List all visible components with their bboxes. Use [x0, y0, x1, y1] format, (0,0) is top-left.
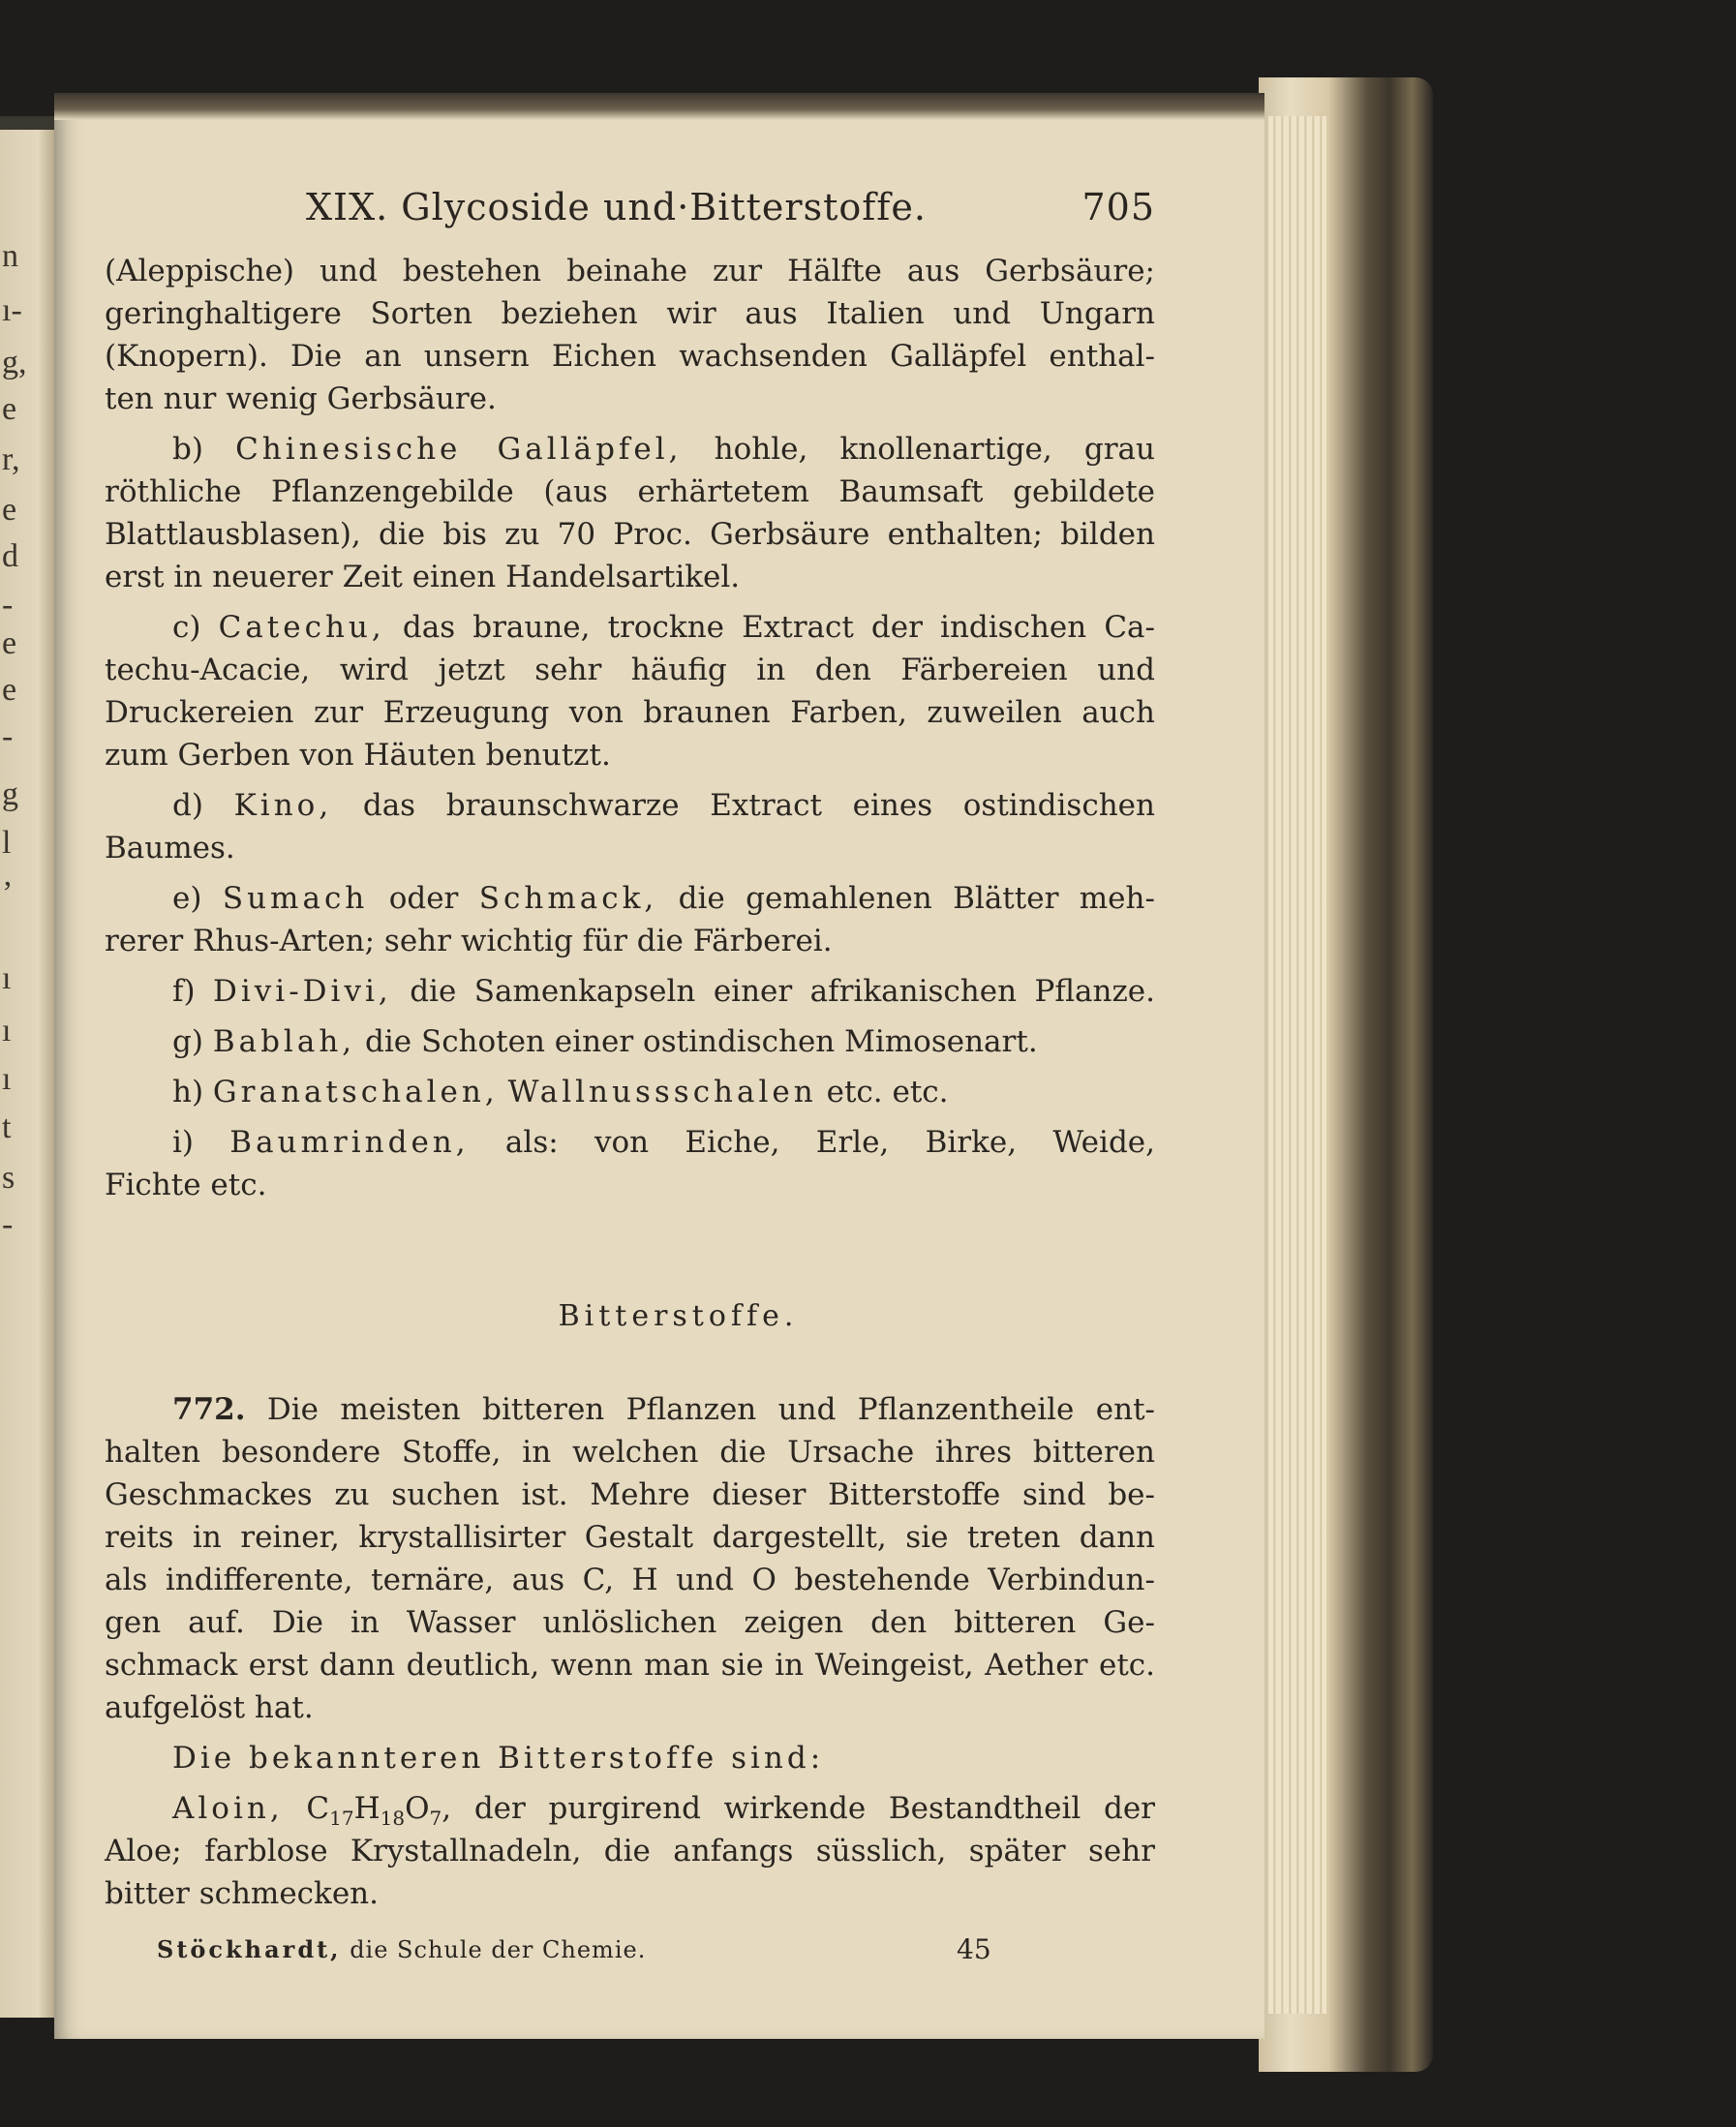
item-f	[105, 970, 1155, 1013]
margin-glyph: g	[2, 776, 18, 812]
item-term: Aloin,	[172, 1791, 284, 1826]
item-term: Kino,	[233, 788, 333, 823]
text-line: schmack erst dann deutlich, wenn man sie in Weingeist, Aether etc.	[105, 1648, 1155, 1683]
margin-glyph: t	[2, 1109, 12, 1145]
item-e	[105, 877, 1155, 962]
item-term-2: Wallnussschalen	[507, 1075, 817, 1109]
margin-glyph: -	[2, 1206, 14, 1242]
intro-paragraph	[105, 250, 1155, 420]
text-line: Baumes.	[105, 831, 235, 866]
text-line: rerer Rhus-Arten; sehr wichtig für die Färberei.	[105, 924, 833, 958]
margin-glyph: ı	[2, 960, 12, 996]
text-line: geringhaltigere Sorten beziehen wir aus Italien und Ungarn	[105, 296, 1155, 331]
page-number: 705	[1081, 186, 1155, 228]
section-heading: Bitterstoffe.	[558, 1299, 799, 1333]
text-line: erst in neuerer Zeit einen Handelsartikel.	[105, 560, 741, 594]
sheet-number: 45	[957, 1933, 991, 1965]
page-edges	[1268, 116, 1326, 2014]
chapter-title: XIX. Glycoside und·Bitterstoffe.	[306, 186, 927, 228]
margin-glyph: n	[2, 238, 18, 274]
text-line: h) Granatschalen, Wallnussschalen etc. etc.	[172, 1075, 949, 1109]
margin-glyph: r,	[2, 441, 20, 477]
item-term: Bablah,	[212, 1024, 356, 1059]
item-term: Chinesische Galläpfel,	[235, 432, 683, 467]
text-line: b) Chinesische Galläpfel, hohle, knollenartige, grau	[172, 432, 1155, 467]
text-line: Die bekannteren Bitterstoffe sind:	[172, 1741, 825, 1776]
page-footer	[105, 1929, 1155, 1971]
text-line: Aloe; farblose Krystallnadeln, die anfangs süsslich, später sehr	[105, 1834, 1155, 1869]
text-line: röthliche Pflanzengebilde (aus erhärtetem Baumsaft gebildete	[105, 474, 1155, 509]
item-g	[105, 1020, 1155, 1063]
running-header	[105, 186, 1155, 250]
paragraph-number: 772.	[172, 1392, 246, 1427]
margin-glyph: e	[2, 625, 17, 661]
item-i	[105, 1121, 1155, 1206]
text-line: d) Kino, das braunschwarze Extract eines ostindischen	[172, 788, 1155, 823]
paragraph-772	[105, 1388, 1155, 1729]
margin-glyph: ı	[2, 1061, 12, 1097]
text-line: Druckereien zur Erzeugung von braunen Farben, zuweilen auch	[105, 695, 1155, 730]
margin-glyph: d	[2, 538, 18, 574]
item-term: Divi-Divi,	[213, 974, 392, 1009]
item-term-2: Schmack,	[478, 881, 658, 916]
text-line: bitter schmecken.	[105, 1876, 379, 1911]
margin-glyph: -	[2, 587, 14, 623]
text-line: zum Gerben von Häuten benutzt.	[105, 738, 611, 773]
text-line: Aloin, $C_{17}H_{18}O_7$, der purgirend wirkende Bestandtheil der	[172, 1791, 1155, 1831]
text-line: (Knopern). Die an unsern Eichen wachsenden Galläpfel enthal-	[105, 339, 1155, 374]
text-line: i) Baumrinden, als: von Eiche, Erle, Birke, Weide,	[172, 1125, 1155, 1160]
text-line: techu-Acacie, wird jetzt sehr häufig in den Färbereien und	[105, 653, 1155, 687]
text-line: aufgelöst hat.	[105, 1690, 314, 1725]
margin-glyph: e	[2, 391, 17, 427]
text-line: Geschmackes zu suchen ist. Mehre dieser Bitterstoffe sind be-	[105, 1477, 1155, 1512]
text-line: Fichte etc.	[105, 1168, 267, 1202]
known-bitterstoffe-heading	[105, 1737, 1155, 1779]
item-h	[105, 1071, 1155, 1113]
text-line: c) Catechu, das braune, trockne Extract der indischen Ca-	[172, 610, 1156, 645]
page-top-shadow	[54, 93, 1264, 120]
page-content	[105, 186, 1155, 1971]
text-line: als indifferente, ternäre, aus C, H und O bestehende Verbindun-	[105, 1563, 1155, 1597]
text-line: gen auf. Die in Wasser unlöslichen zeigen den bitteren Ge-	[105, 1605, 1155, 1640]
item-d	[105, 784, 1155, 869]
margin-glyph: ’	[2, 875, 14, 911]
item-term: Baumrinden,	[229, 1125, 470, 1160]
text-line: Blattlausblasen), die bis zu 70 Proc. Gerbsäure enthalten; bilden	[105, 517, 1155, 552]
margin-glyph: ı	[2, 1013, 12, 1048]
item-b	[105, 428, 1155, 598]
margin-glyph: e	[2, 492, 17, 528]
text-line: e) Sumach oder Schmack, die gemahlenen Blätter meh-	[172, 881, 1155, 916]
signature-line: Stöckhardt, die Schule der Chemie.	[157, 1935, 647, 1963]
book-page	[54, 93, 1264, 2039]
text-line: 772. Die meisten bitteren Pflanzen und Pflanzentheile ent-	[172, 1392, 1156, 1427]
text-line: halten besondere Stoffe, in welchen die Ursache ihres bitteren	[105, 1435, 1155, 1470]
margin-glyph: e	[2, 672, 17, 708]
item-term: Granatschalen,	[212, 1075, 499, 1109]
item-term: Catechu,	[218, 610, 385, 645]
margin-glyph: s	[2, 1160, 15, 1196]
margin-glyph: g,	[2, 345, 27, 380]
margin-glyph: l	[2, 825, 12, 861]
item-term: Sumach	[222, 881, 369, 916]
aloin-entry	[105, 1787, 1155, 1915]
text-line: (Aleppische) und bestehen beinahe zur Hälfte aus Gerbsäure;	[105, 254, 1155, 289]
margin-glyph: ı-	[2, 292, 22, 328]
item-c	[105, 606, 1155, 776]
text-line: reits in reiner, krystallisirter Gestalt dargestellt, sie treten dann	[105, 1520, 1155, 1555]
text-line: ten nur wenig Gerbsäure.	[105, 381, 497, 416]
chemical-formula: $C_{17}H_{18}O_7$	[306, 1791, 442, 1831]
margin-glyph: -	[2, 718, 14, 754]
text-line: f) Divi-Divi, die Samenkapseln einer afrikanischen Pflanze.	[172, 974, 1155, 1009]
text-line: g) Bablah, die Schoten einer ostindischen Mimosenart.	[172, 1024, 1038, 1059]
